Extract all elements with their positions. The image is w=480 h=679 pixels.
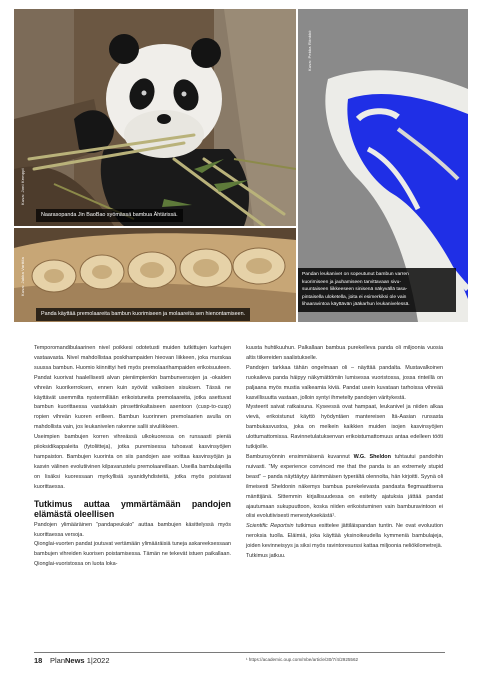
article-paragraph: Mysteerit saivat ratkaisuna. Kyseessä ovat hampaat, leukanivel ja niiden alkaa vievä, erikoistunut käyttö hyödyntäen mantereisen Itä-Aasian runsasta bambukasvustoa, joka on melkein kaikkien muiden isojen kasvinsyöjien ulottumattomissa. Ravinnetulatuksenvan erikoistumattomuus antaa edelleen tööti tutkijoille.: [246, 404, 443, 451]
magazine-name: [50, 656, 110, 665]
jaw-photo-caption: Panda käyttää premolaareita bambun kuorimiseen ja molaareita sen hienontamiseen.: [36, 308, 250, 321]
article-text: Bambunsyönnin ensimmäisenä kuvannut: [246, 453, 354, 460]
article-paragraph: Pandojen ylimääräinen “pandapeukalo” auttaa bambujen käsittelyssä myös kuorittaessa versoja.: [34, 521, 231, 538]
journal-name: Scientific Reportsin: [246, 523, 294, 530]
panda-photo-caption: Naarasopanda Jin BaoBao syömässä bambua Ähtärissä.: [36, 209, 183, 222]
article-paragraph: Temporomandibulaarinen nivel poikkesi odotetusti muiden tutkittujen karhujen vastaavasta. Nivel mahdollistaa poskihampaiden hieovan liikkeen, joka murskaa suussa bambun. Huomio kiinnittyi heti myös premolaarihampaiden erikoisuuteen. Pandat kuorivat haalellisesti alvan pieniimpienkin bambunversojen ja -okaiden vihreän kuorikerroksen, ennen kuin syövät valkoisen sisuksen. Tässä ne käyttävät usemmilta nystermillään erikoistuneita premolaareita, jotka asettuvat bambun kuorittaessa vastakkain pinsettinkaltaiseen asentoon (cusp-to-cusp) ropien vihreän kuoren erilleen. Bambun kuorinnen premolaarien avulla on mahdollista vain, jos leukanivelen rakenne sallii sivuliikkeen.: [34, 345, 231, 431]
scan-caption-line: kuorimiseen ja jauhamiseen tarvittavaan sivu-: [302, 279, 401, 285]
author-name: W.G. Sheldon: [353, 453, 391, 460]
footnote-link[interactable]: ¹ https://academic.oup.com/mbe/article/30/7/4/2925562: [246, 657, 359, 662]
article-subheading: Tutkimus auttaa ymmärtämään pandojen elämästä oleellisen: [34, 498, 231, 519]
panda-photo: [14, 9, 296, 226]
article-paragraph: Qionglai-vuorten pandat joutuvat vertämään ylimääräisiä tuneja askareeksessaan bambujen vihreiden kuorisen poistamisessa. Tämän ne tekevät istuen paikallaan. Qionglai-vuoristossa on luota loka-: [34, 541, 231, 568]
scan-caption-line: lihaaravintoa käyttävän jääkarhun leukanivelessä.: [302, 302, 410, 308]
article-paragraph: Useimpien bambujen korren vihreässä ulkokuoressa on runsaasti pieniä piioksidikappaleita (fytoliitteja), jotka puremisessa tuhoavat kasvinsyöjien hampaiston. Bambujen kuorinta on siis pandojen ase voittaa kasvinsyöjän ja kasvin välinen evolutiivinen kilpavarustelu premolaareillaan. Useilla bambulajeilla on lisäksi kuoressaan myrkyllisiä syanidiyhdisteitä, jotka myös poistavat kuorittaessa.: [34, 434, 231, 490]
scan-photo-credit: Kuva: Pekka Rönkkö: [307, 30, 312, 71]
jaw-photo-credit: Kuva: Jukka Varttila: [20, 256, 25, 296]
issue-number: 1|2022: [86, 656, 110, 665]
article-column-right: [246, 344, 443, 562]
article-column-left: [34, 344, 231, 570]
panda-illustration: [14, 9, 296, 226]
scan-photo-caption: [298, 268, 456, 312]
footer-divider: [34, 652, 445, 653]
scan-caption-line: pintaisella uloketella, joita ei esimerkiksi ole vain: [302, 294, 407, 300]
panda-photo-credit: Kuva: Joni Kemppi: [20, 168, 25, 205]
article-paragraph: [246, 453, 443, 522]
scan-caption-line: Pandan leukaniveI on sopeutunut bambun varren: [302, 272, 409, 277]
article-paragraph: [246, 522, 443, 552]
jaw-photo: [14, 228, 296, 322]
page-number: 18: [34, 656, 43, 665]
article-paragraph: Pandojen tarkkaa tähän ongelmaan oli – näyttää pandalta. Mustavalkoinen ruokaileva panda häipyy näkymättömiin lumisessa vuoristossa, jossa rinteillä on paljaana myös mustia valkeamia kiviä. Pandat usein kuvataan tarhoissa vihreää kasvillisuutta vastaan, jolloin syntyi ihmetelty pandojen väritykestä.: [246, 364, 443, 401]
article-paragraph: kuusta huhtikuuhun. Palkallaan bambua purekelleva panda oli miljoonia vuosia altis tiikereiden saalistukselle.: [246, 345, 443, 361]
article-paragraph: Tutkimus jatkuu.: [246, 553, 286, 560]
magazine-name-plan: Plan: [50, 656, 66, 665]
magazine-name-news: News: [65, 656, 85, 665]
article-text: tuhtautui pandoihin nuivasti. “My experience convinced me that the panda is an extremely stupid beast” – panda näyttäytyy äärimmäisen typerältä olennolta, hän kirjoitti. Syynä oli ilmeisesti Sheldonin näkemys bambua purekelevasta pandasta flegmaattisena mänttijänä. Sittemmin kirjallisuudessa on esitetty ajatuksia jättää pandat ajautumaan sukupuuttoon, koska niiden erikoistuminen vain bamburavintoon ei olisi evolutiivisesti menestyksekästä¹.: [246, 453, 444, 520]
article-text: tutkimus esittelee jättiläispandan tuntin. Ne ovat evoluution neroksia tuolla. Eläimiä, joka käyttää yksinoikeudella kymmeniä bambulajeja, joiden kevinneisyys ja siksi myös ravintoresurssi kattaa miljoonia neliökilometrejä.: [246, 523, 443, 550]
scan-caption-line: suuntaiseen liikkeeseen sinisenä näkyvällä tasa-: [302, 287, 408, 293]
